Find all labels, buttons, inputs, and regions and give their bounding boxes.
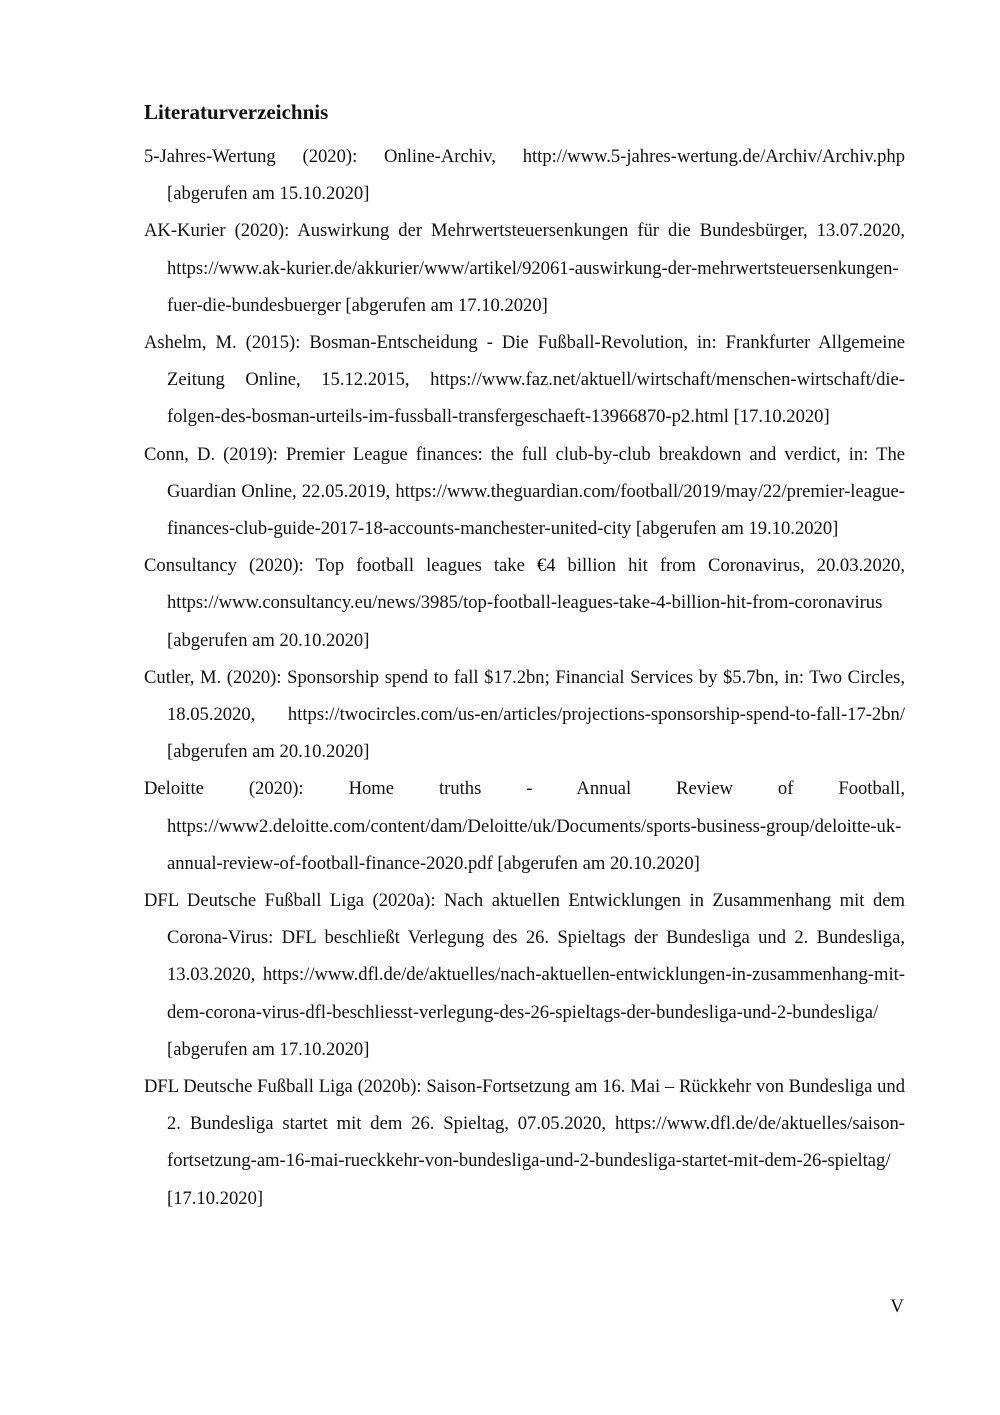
bibliography-entry: DFL Deutsche Fußball Liga (2020b): Saison-Fortsetzung am 16. Mai – Rückkehr von Bundesliga und 2. Bundesliga startet mit dem 26. Spieltag, 07.05.2020, https://www.dfl.de/de/aktuelles/saison-fortsetzung-am-16-mai-rueckkehr-von-bundesliga-und-2-bundesliga-startet-mit-dem-26-spieltag/ [17.10.2020] [144, 1076, 905, 1209]
page-number: V [890, 1296, 904, 1317]
bibliography-entry: Ashelm, M. (2015): Bosman-Entscheidung - Die Fußball-Revolution, in: Frankfurter Allgemeine Zeitung Online, 15.12.2015, https://www.faz.net/aktuell/wirtschaft/menschen-wirtschaft/die-folgen-des-bosman-urteils-im-fussball-transfergeschaeft-13966870-p2.html [17.10.2020] [144, 332, 905, 428]
bibliography-entry: Deloitte (2020): Home truths - Annual Review of Football, https://www2.deloitte.com/content/dam/Deloitte/uk/Documents/sports-business-group/deloitte-uk-annual-review-of-football-finance-2020.pdf [abgerufen am 20.10.2020] [144, 778, 905, 874]
bibliography-entry: DFL Deutsche Fußball Liga (2020a): Nach aktuellen Entwicklungen in Zusammenhang mit dem Corona-Virus: DFL beschließt Verlegung des 26. Spieltags der Bundesliga und 2. Bundesliga, 13.03.2020, https://www.dfl.de/de/aktuelles/nach-aktuellen-entwicklungen-in-zusammenhang-mit-dem-corona-virus-dfl-beschliesst-verlegung-des-26-spieltags-der-bundesliga-und-2-bundesliga/ [abgerufen am 17.10.2020] [144, 890, 905, 1060]
bibliography-entry: Conn, D. (2019): Premier League finances: the full club-by-club breakdown and verdict, in: The Guardian Online, 22.05.2019, https://www.theguardian.com/football/2019/may/22/premier-league-finances-club-guide-2017-18-accounts-manchester-united-city [abgerufen am 19.10.2020] [144, 443, 905, 540]
bibliography-entry: Consultancy (2020): Top football leagues take €4 billion hit from Coronavirus, 20.03.2020, https://www.consultancy.eu/news/3985/top-football-leagues-take-4-billion-hit-from-coronavirus [abgerufen am 20.10.2020] [144, 555, 905, 651]
bibliography-entry: AK-Kurier (2020): Auswirkung der Mehrwertsteuersenkungen für die Bundesbürger, 13.07.2020, https://www.ak-kurier.de/akkurier/www/artikel/92061-auswirkung-der-mehrwertsteuersenkungen-fuer-die-bundesbuerger [abgerufen am 17.10.2020] [144, 220, 905, 316]
bibliography-entry: 5-Jahres-Wertung (2020): Online-Archiv, http://www.5-jahres-wertung.de/Archiv/Archiv.php [abgerufen am 15.10.2020] [144, 146, 905, 205]
page-title: Literaturverzeichnis [144, 100, 329, 124]
bibliography-entry: Cutler, M. (2020): Sponsorship spend to fall $17.2bn; Financial Services by $5.7bn, in: Two Circles, 18.05.2020, https://twocircles.com/us-en/articles/projections-sponsorship-spend-to-fall-17-2bn/ [abgerufen am 20.10.2020] [144, 666, 905, 763]
bibliography-list [144, 138, 905, 1217]
